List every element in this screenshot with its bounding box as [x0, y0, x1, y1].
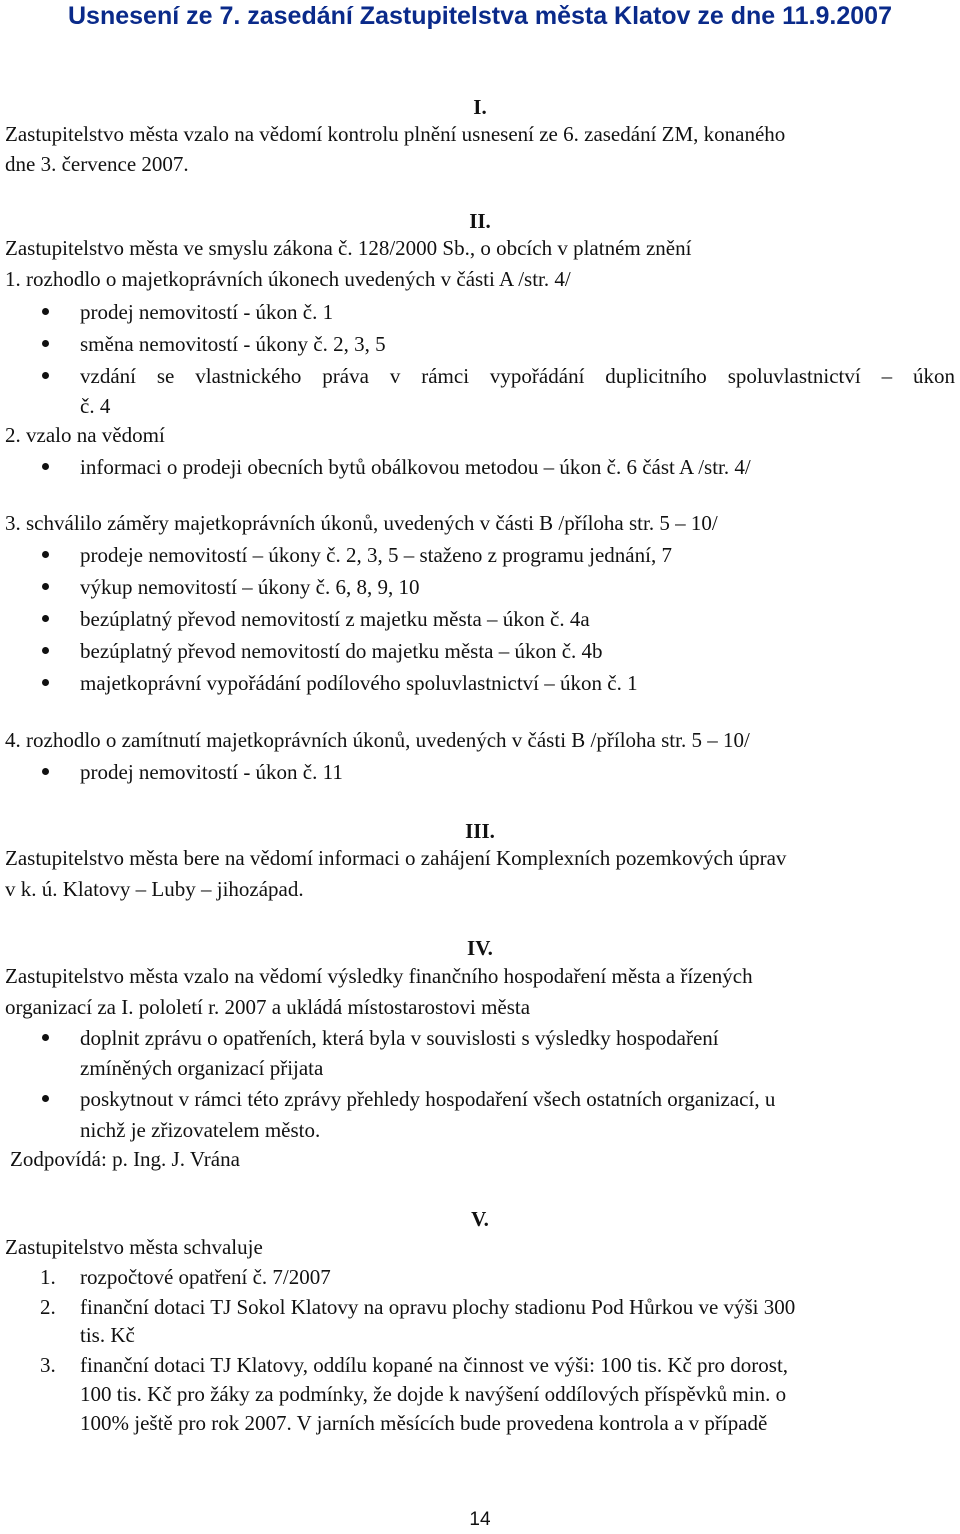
bullet-item: prodej nemovitostí - úkon č. 1: [80, 297, 333, 327]
bullet-item: prodeje nemovitostí – úkony č. 2, 3, 5 – staženo z programu jednání, 7: [80, 540, 672, 570]
section-v-intro: Zastupitelstvo města schvaluje: [5, 1235, 263, 1259]
section-ii-point-2: 2. vzalo na vědomí: [5, 423, 165, 447]
document-title: Usnesení ze 7. zasedání Zastupitelstva města Klatov ze dne 11.9.2007: [68, 2, 892, 30]
section-heading-iv: IV.: [467, 936, 493, 960]
bullet-item: vzdání se vlastnického práva v rámci vypořádání duplicitního spoluvlastnictví – úkon: [80, 361, 955, 391]
section-ii-intro: Zastupitelstvo města ve smyslu zákona č. 128/2000 Sb., o obcích v platném znění: [5, 236, 692, 260]
bullet-item: poskytnout v rámci této zprávy přehledy hospodaření všech ostatních organizací, u: [80, 1084, 775, 1114]
section-heading-v: V.: [471, 1207, 489, 1231]
section-heading-iii: III.: [465, 819, 495, 843]
section-heading-i: I.: [473, 95, 487, 119]
section-ii-point-4: 4. rozhodlo o zamítnutí majetkoprávních úkonů, uvedených v části B /příloha str. 5 – 10/: [5, 728, 750, 752]
list-number: 3.: [40, 1353, 56, 1377]
bullet-item-continuation: č. 4: [80, 394, 111, 418]
section-iv-text-line: organizací za I. pololetí r. 2007 a ukládá místostarostovi města: [5, 995, 531, 1019]
bullet-item: prodej nemovitostí - úkon č. 11: [80, 757, 343, 787]
bullet-item: majetkoprávní vypořádání podílového spoluvlastnictví – úkon č. 1: [80, 668, 638, 698]
section-i-text-line: Zastupitelstvo města vzalo na vědomí kontrolu plnění usnesení ze 6. zasedání ZM, konaného: [5, 122, 786, 146]
bullet-item: bezúplatný převod nemovitostí z majetku města – úkon č. 4a: [80, 604, 590, 634]
numbered-item: finanční dotaci TJ Sokol Klatovy na opravu plochy stadionu Pod Hůrkou ve výši 300: [80, 1295, 796, 1319]
page-number: 14: [469, 1509, 491, 1530]
bullet-item: informaci o prodeji obecních bytů obálkovou metodou – úkon č. 6 část A /str. 4/: [80, 452, 751, 482]
section-i-text-line: dne 3. července 2007.: [5, 152, 189, 176]
bullet-item: bezúplatný převod nemovitostí do majetku města – úkon č. 4b: [80, 636, 603, 666]
list-number: 2.: [40, 1295, 56, 1319]
numbered-item: finanční dotaci TJ Klatovy, oddílu kopané na činnost ve výši: 100 tis. Kč pro dorost,: [80, 1353, 789, 1377]
section-iii-text-line: Zastupitelstvo města bere na vědomí informaci o zahájení Komplexních pozemkových úprav: [5, 846, 787, 870]
list-number: 1.: [40, 1265, 56, 1289]
section-ii-point-1: 1. rozhodlo o majetkoprávních úkonech uvedených v části A /str. 4/: [5, 267, 571, 291]
numbered-item-continuation: tis. Kč: [80, 1323, 135, 1347]
section-iv-text-line: Zastupitelstvo města vzalo na vědomí výsledky finančního hospodaření města a řízených: [5, 964, 753, 988]
bullet-item-continuation: nichž je zřizovatelem město.: [80, 1118, 321, 1142]
bullet-item-continuation: zmíněných organizací přijata: [80, 1056, 324, 1080]
section-heading-ii: II.: [469, 209, 491, 233]
numbered-item: rozpočtové opatření č. 7/2007: [80, 1265, 331, 1289]
section-ii-point-3: 3. schválilo záměry majetkoprávních úkonů, uvedených v části B /příloha str. 5 – 10/: [5, 511, 718, 535]
section-iii-text-line: v k. ú. Klatovy – Luby – jihozápad.: [5, 877, 304, 901]
bullet-item: směna nemovitostí - úkony č. 2, 3, 5: [80, 329, 386, 359]
numbered-item-continuation: 100% ještě pro rok 2007. V jarních měsících bude provedena kontrola a v případě: [80, 1411, 768, 1435]
numbered-item-continuation: 100 tis. Kč pro žáky za podmínky, že dojde k navýšení oddílových příspěvků min. o: [80, 1382, 787, 1406]
bullet-item: doplnit zprávu o opatřeních, která byla v souvislosti s výsledky hospodaření: [80, 1023, 719, 1053]
bullet-item: výkup nemovitostí – úkony č. 6, 8, 9, 10: [80, 572, 420, 602]
responsible-person: Zodpovídá: p. Ing. J. Vrána: [10, 1147, 240, 1171]
